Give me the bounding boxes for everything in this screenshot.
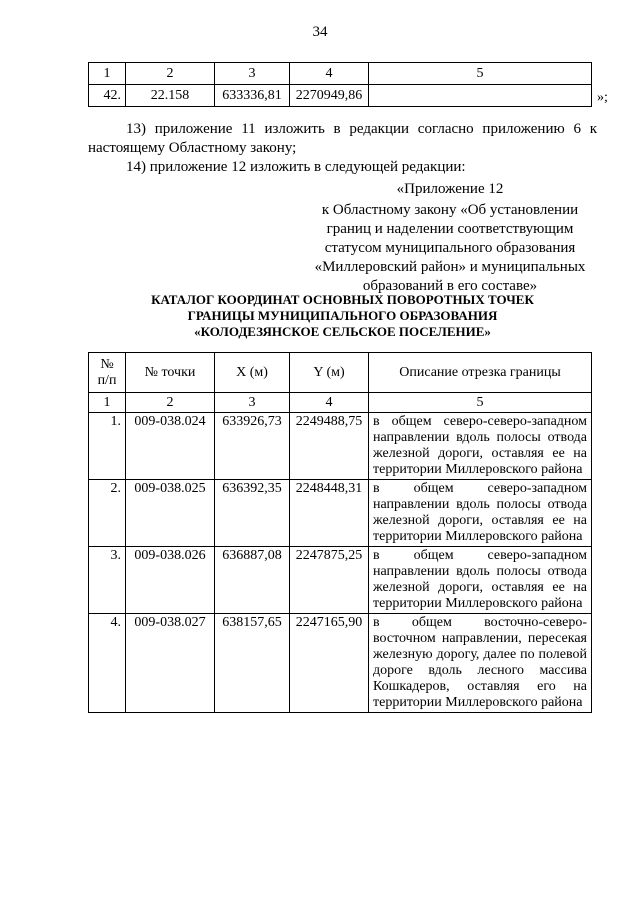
cell-desc: в общем северо-северо-западном направлении вдоль полосы отвода железной дороги, оставляя ее на территории Миллеровского района xyxy=(369,413,592,480)
catalog-title-line: ГРАНИЦЫ МУНИЦИПАЛЬНОГО ОБРАЗОВАНИЯ xyxy=(187,308,498,323)
cell-number: 1. xyxy=(89,413,126,480)
col-header-np-line2: п/п xyxy=(97,372,117,388)
appendix-line: границ и наделении соответствующим xyxy=(326,221,574,237)
catalog-title xyxy=(88,292,597,340)
col-header: 2 xyxy=(126,63,215,85)
cell-desc: в общем восточно-северо-восточном направлении, пересекая железную дорогу, далее по полевой дороге вдоль лесного массива Кошкадеров, оставляя его на территории Миллеровского района xyxy=(369,614,592,713)
table-row xyxy=(89,614,592,713)
col-number-row xyxy=(89,393,592,413)
cell-y: 2247165,90 xyxy=(290,614,369,713)
col-number: 2 xyxy=(126,393,215,413)
cell-x: 633926,73 xyxy=(215,413,290,480)
table-row xyxy=(89,480,592,547)
catalog-title-line: «КОЛОДЕЗЯНСКОЕ СЕЛЬСКОЕ ПОСЕЛЕНИЕ» xyxy=(194,324,491,339)
table-row xyxy=(89,413,592,480)
page-number: 34 xyxy=(312,24,328,40)
cell-y: 2270949,86 xyxy=(290,85,369,107)
table-row xyxy=(89,85,592,107)
appendix-line: к Областному закону «Об установлении xyxy=(321,202,579,218)
coordinates-table xyxy=(88,352,592,713)
cell-point: 009-038.027 xyxy=(126,614,215,713)
cell-number: 3. xyxy=(89,547,126,614)
cell-point: 009-038.025 xyxy=(126,480,215,547)
closing-quote: »; xyxy=(597,90,608,105)
col-header: 3 xyxy=(215,63,290,85)
cell-x: 633336,81 xyxy=(215,85,290,107)
table-row xyxy=(89,547,592,614)
appendix-line: статусом муниципального образования xyxy=(324,240,576,256)
appendix-subtitle xyxy=(300,201,600,296)
cell-y: 2248448,31 xyxy=(290,480,369,547)
cell-desc: в общем северо-западном направлении вдоль полосы отвода железной дороги, оставляя ее на территории Миллеровского района xyxy=(369,547,592,614)
col-header-desc: Описание отрезка границы xyxy=(369,353,592,393)
cell-point: 009-038.024 xyxy=(126,413,215,480)
col-header-x: X (м) xyxy=(215,353,290,393)
cell-point: 009-038.026 xyxy=(126,547,215,614)
col-header-point: № точки xyxy=(126,353,215,393)
col-header: 1 xyxy=(89,63,126,85)
appendix-line: «Миллеровский район» и муниципальных xyxy=(314,259,586,275)
col-number: 5 xyxy=(369,393,592,413)
cell-x: 636392,35 xyxy=(215,480,290,547)
paragraph-14: 14) приложение 12 изложить в следующей редакции: xyxy=(126,159,466,175)
cell-x: 636887,08 xyxy=(215,547,290,614)
col-header-np xyxy=(89,353,126,393)
cell-desc xyxy=(369,85,592,107)
cell-number: 42. xyxy=(89,85,126,107)
cell-point: 22.158 xyxy=(126,85,215,107)
appendix-title: «Приложение 12 xyxy=(396,181,504,197)
col-number: 1 xyxy=(89,393,126,413)
cell-x: 638157,65 xyxy=(215,614,290,713)
appendix-line: образований в его составе» xyxy=(362,278,538,294)
col-header-np-line1: № xyxy=(100,356,114,372)
cell-number: 4. xyxy=(89,614,126,713)
table-header-row xyxy=(89,353,592,393)
paragraph-13: 13) приложение 11 изложить в редакции согласно приложению 6 к настоящему Областному закону; xyxy=(88,121,597,156)
cell-desc: в общем северо-западном направлении вдоль полосы отвода железной дороги, оставляя ее на территории Миллеровского района xyxy=(369,480,592,547)
continuation-table xyxy=(88,62,592,107)
table-header-row xyxy=(89,63,592,85)
col-number: 4 xyxy=(290,393,369,413)
cell-number: 2. xyxy=(89,480,126,547)
cell-y: 2249488,75 xyxy=(290,413,369,480)
col-header: 4 xyxy=(290,63,369,85)
col-header: 5 xyxy=(369,63,592,85)
col-number: 3 xyxy=(215,393,290,413)
catalog-title-line: КАТАЛОГ КООРДИНАТ ОСНОВНЫХ ПОВОРОТНЫХ ТОЧЕК xyxy=(151,292,534,307)
col-header-y: Y (м) xyxy=(290,353,369,393)
cell-y: 2247875,25 xyxy=(290,547,369,614)
